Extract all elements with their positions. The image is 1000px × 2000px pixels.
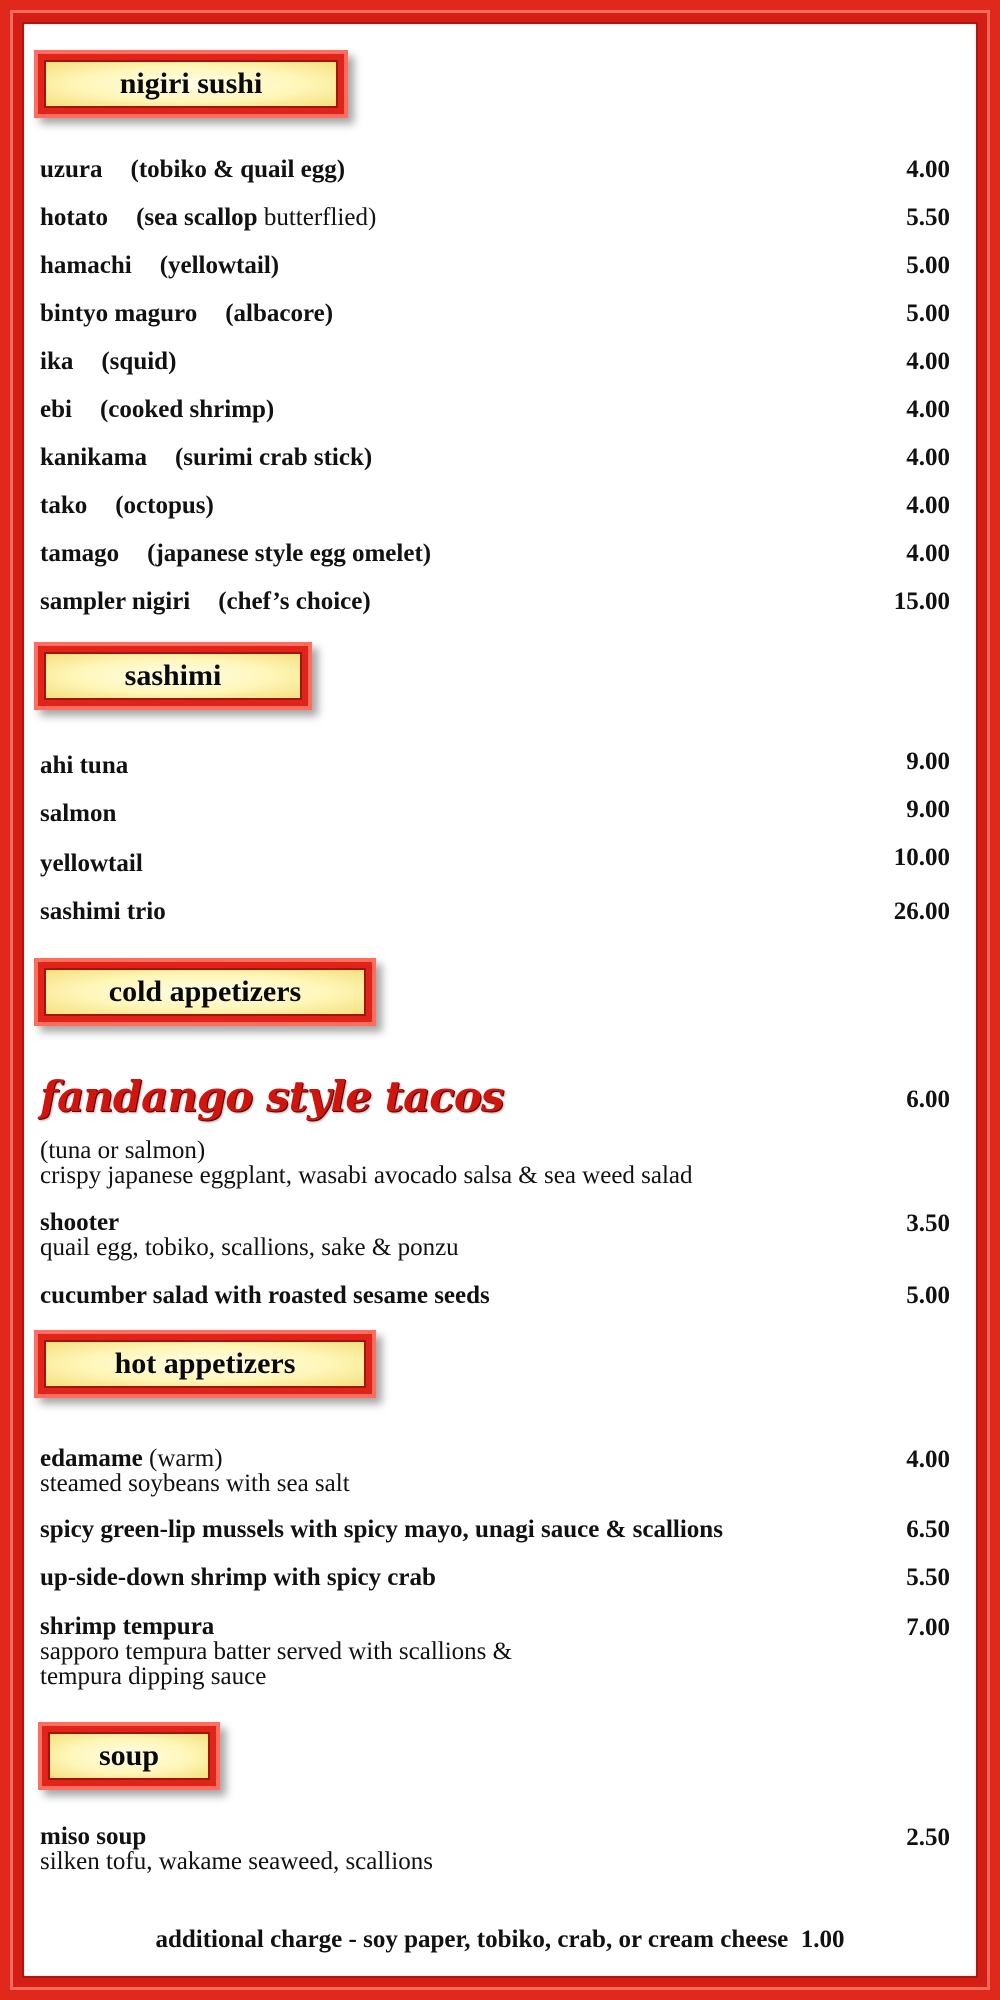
item-price: 6.50 <box>906 1516 950 1543</box>
item-name: ahi tuna <box>40 752 129 779</box>
section-header-cold-appetizers <box>34 958 376 1026</box>
item-description: (squid) <box>101 348 177 375</box>
item-price: 26.00 <box>893 898 950 925</box>
item-price: 9.00 <box>906 796 950 823</box>
section-header-sashimi <box>34 642 312 710</box>
item-name: sashimi trio <box>40 898 166 925</box>
menu-item <box>40 1824 950 1874</box>
menu-item <box>40 156 950 184</box>
menu-item <box>40 748 950 780</box>
item-description: (yellowtail) <box>159 252 280 279</box>
menu-item <box>40 540 950 568</box>
item-name: ika <box>40 348 74 375</box>
menu-item <box>40 796 950 828</box>
item-name: salmon <box>40 800 117 827</box>
item-description: silken tofu, wakame seaweed, scallions <box>40 1848 433 1875</box>
item-price: 7.00 <box>906 1614 950 1641</box>
item-description: (surimi crab stick) <box>174 444 373 471</box>
menu-item-description <box>40 1138 950 1188</box>
item-description: (cooked shrimp) <box>99 396 275 423</box>
section-title-hot-appetizers: hot appetizers <box>44 1340 366 1388</box>
footer-note: additional charge - soy paper, tobiko, crab, or cream cheese 1.00 <box>155 1926 845 1953</box>
menu-item <box>40 1614 950 1689</box>
item-name: edamame <box>40 1445 143 1472</box>
item-description: (chef’s choice) <box>218 588 371 615</box>
menu-item <box>40 1282 950 1310</box>
item-name: kanikama <box>40 444 147 471</box>
menu-item <box>40 898 950 926</box>
item-description: (octopus) <box>115 492 214 519</box>
section-title-sashimi: sashimi <box>44 652 302 700</box>
item-name: spicy green-lip mussels with spicy mayo, unagi sauce & scallions <box>40 1516 723 1543</box>
item-name: hotato <box>40 204 109 231</box>
item-price: 4.00 <box>906 492 950 519</box>
item-description: (japanese style egg omelet) <box>147 540 432 567</box>
menu-item <box>40 348 950 376</box>
item-description: tempura dipping sauce <box>40 1663 267 1690</box>
item-price: 4.00 <box>906 348 950 375</box>
item-price: 10.00 <box>893 844 950 871</box>
menu-item <box>40 396 950 424</box>
item-price: 5.50 <box>906 204 950 231</box>
item-price: 3.50 <box>906 1210 950 1237</box>
item-price: 5.00 <box>906 252 950 279</box>
item-name: shrimp tempura <box>40 1613 215 1640</box>
menu-item <box>40 1210 950 1260</box>
item-description-plain: butterflied) <box>263 204 377 231</box>
menu-item <box>40 252 950 280</box>
item-price: 5.00 <box>906 300 950 327</box>
item-name: bintyo maguro <box>40 300 198 327</box>
item-price: 5.00 <box>906 1282 950 1309</box>
item-name: miso soup <box>40 1823 147 1850</box>
menu-item <box>40 1564 950 1592</box>
item-price: 6.00 <box>906 1086 950 1113</box>
menu-item <box>40 1072 950 1121</box>
item-description: steamed soybeans with sea salt <box>40 1470 350 1497</box>
item-name-note: (warm) <box>149 1445 223 1472</box>
item-name: tako <box>40 492 88 519</box>
item-price: 4.00 <box>906 396 950 423</box>
item-description: (sea scallop <box>136 204 258 231</box>
item-name: up-side-down shrimp with spicy crab <box>40 1564 436 1591</box>
item-description: (tobiko & quail egg) <box>130 156 346 183</box>
section-title-cold-appetizers: cold appetizers <box>44 968 366 1016</box>
item-price: 4.00 <box>906 444 950 471</box>
menu-item <box>40 588 950 616</box>
item-name: yellowtail <box>40 850 143 877</box>
item-price: 9.00 <box>906 748 950 775</box>
menu-item <box>40 444 950 472</box>
item-price: 4.00 <box>906 1446 950 1473</box>
item-name: ebi <box>40 396 72 423</box>
menu-item <box>40 1446 950 1496</box>
item-description: crispy japanese eggplant, wasabi avocado salsa & sea weed salad <box>40 1162 693 1189</box>
item-name: shooter <box>40 1209 120 1236</box>
menu-item <box>40 204 950 232</box>
item-name: cucumber salad with roasted sesame seeds <box>40 1282 490 1309</box>
item-price: 15.00 <box>893 588 950 615</box>
section-header-soup <box>38 1722 220 1790</box>
item-description: (albacore) <box>225 300 334 327</box>
menu-item <box>40 300 950 328</box>
item-price: 4.00 <box>906 540 950 567</box>
section-header-nigiri <box>34 50 348 118</box>
item-price: 4.00 <box>906 156 950 183</box>
item-name: hamachi <box>40 252 132 279</box>
section-title-soup: soup <box>48 1732 210 1780</box>
item-name: sampler nigiri <box>40 588 191 615</box>
menu-item <box>40 844 950 878</box>
item-description: quail egg, tobiko, scallions, sake & ponzu <box>40 1234 459 1261</box>
item-price: 2.50 <box>906 1824 950 1851</box>
item-name: tamago <box>40 540 120 567</box>
item-description: sapporo tempura batter served with scallions & <box>40 1638 513 1665</box>
item-description: (tuna or salmon) <box>40 1137 206 1164</box>
section-title-nigiri: nigiri sushi <box>44 60 338 108</box>
item-price: 5.50 <box>906 1564 950 1591</box>
menu-item <box>40 492 950 520</box>
item-name: uzura <box>40 156 103 183</box>
menu-item <box>40 1516 950 1544</box>
section-header-hot-appetizers <box>34 1330 376 1398</box>
item-name-script: fandango style tacos <box>40 1072 504 1121</box>
